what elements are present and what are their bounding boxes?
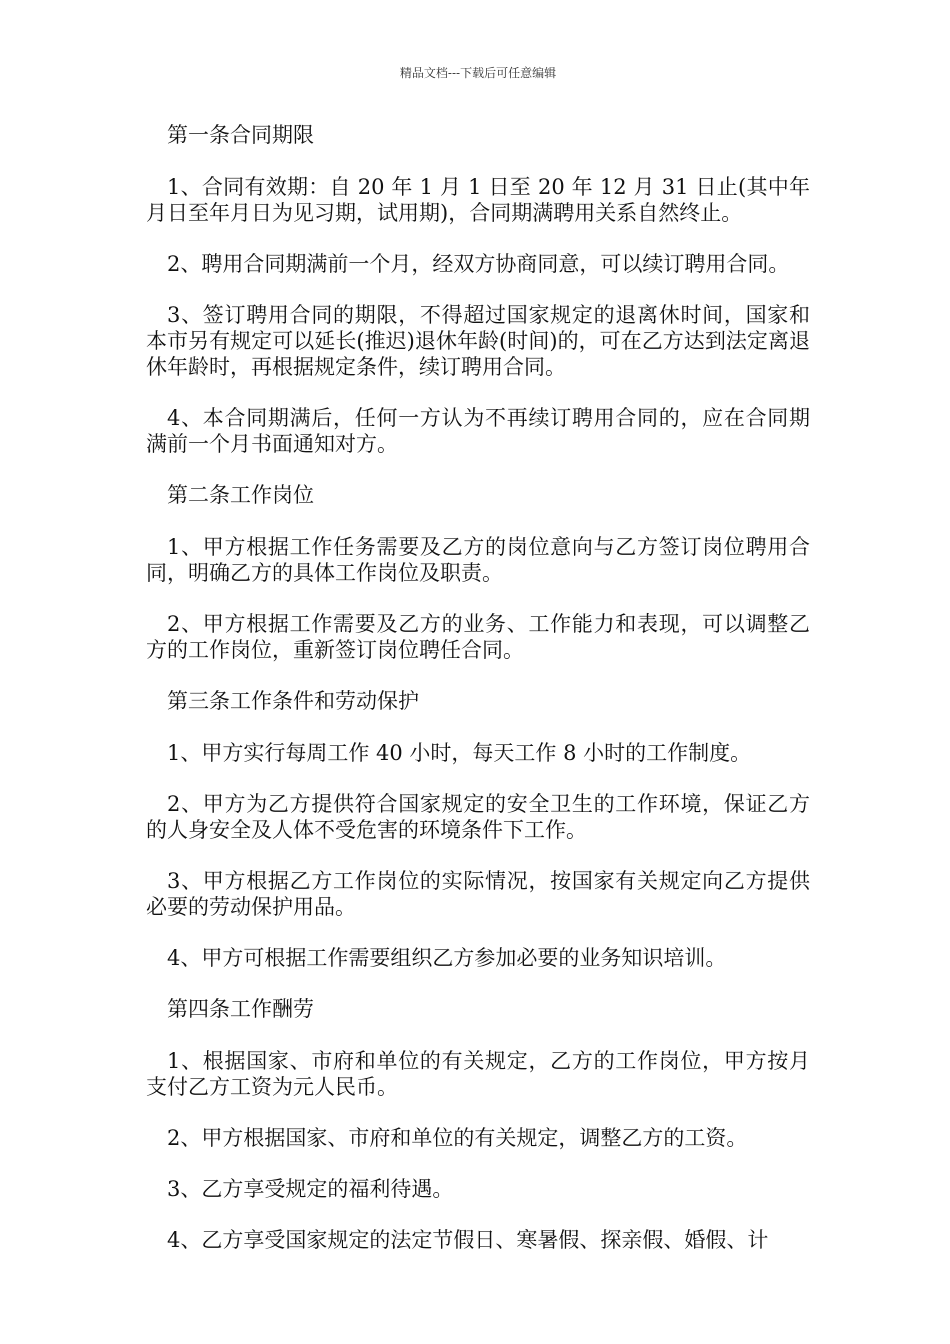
- page-header: 精品文档---下载后可任意编辑: [399, 66, 557, 80]
- paragraph: 2、甲方根据工作需要及乙方的业务、工作能力和表现，可以调整乙方的工作岗位，重新签订岗位聘任合同。: [146, 612, 810, 662]
- clause-heading: 第三条工作条件和劳动保护: [167, 689, 419, 713]
- paragraph: 4、本合同期满后，任何一方认为不再续订聘用合同的，应在合同期满前一个月书面通知对方。: [146, 406, 810, 456]
- paragraph: 4、甲方可根据工作需要组织乙方参加必要的业务知识培训。: [167, 946, 727, 970]
- paragraph: 3、甲方根据乙方工作岗位的实际情况，按国家有关规定向乙方提供必要的劳动保护用品。: [146, 869, 810, 919]
- paragraph: 4、乙方享受国家规定的法定节假日、寒暑假、探亲假、婚假、计: [167, 1228, 769, 1252]
- clause-heading: 第四条工作酬劳: [167, 997, 314, 1021]
- clause-heading: 第一条合同期限: [167, 123, 314, 147]
- paragraph: 2、聘用合同期满前一个月，经双方协商同意，可以续订聘用合同。: [167, 252, 790, 276]
- paragraph: 3、签订聘用合同的期限，不得超过国家规定的退离休时间，国家和本市另有规定可以延长(推迟)退休年龄(时间)的，可在乙方达到法定离退休年龄时，再根据规定条件，续订聘用合同。: [146, 303, 810, 379]
- paragraph: 1、根据国家、市府和单位的有关规定，乙方的工作岗位，甲方按月支付乙方工资为元人民币。: [146, 1049, 810, 1099]
- clause-heading: 第二条工作岗位: [167, 483, 314, 507]
- document-body: [146, 122, 810, 1253]
- paragraph: 1、甲方根据工作任务需要及乙方的岗位意向与乙方签订岗位聘用合同，明确乙方的具体工作岗位及职责。: [146, 535, 810, 585]
- paragraph: 1、合同有效期：自 20 年 1 月 1 日至 20 年 12 月 31 日止(其中年月日至年月日为见习期，试用期)，合同期满聘用关系自然终止。: [146, 175, 810, 225]
- paragraph: 3、乙方享受规定的福利待遇。: [167, 1177, 454, 1201]
- paragraph: 2、甲方为乙方提供符合国家规定的安全卫生的工作环境，保证乙方的人身安全及人体不受危害的环境条件下工作。: [146, 792, 810, 842]
- paragraph: 2、甲方根据国家、市府和单位的有关规定，调整乙方的工资。: [167, 1126, 748, 1150]
- paragraph: 1、甲方实行每周工作 40 小时，每天工作 8 小时的工作制度。: [167, 741, 752, 765]
